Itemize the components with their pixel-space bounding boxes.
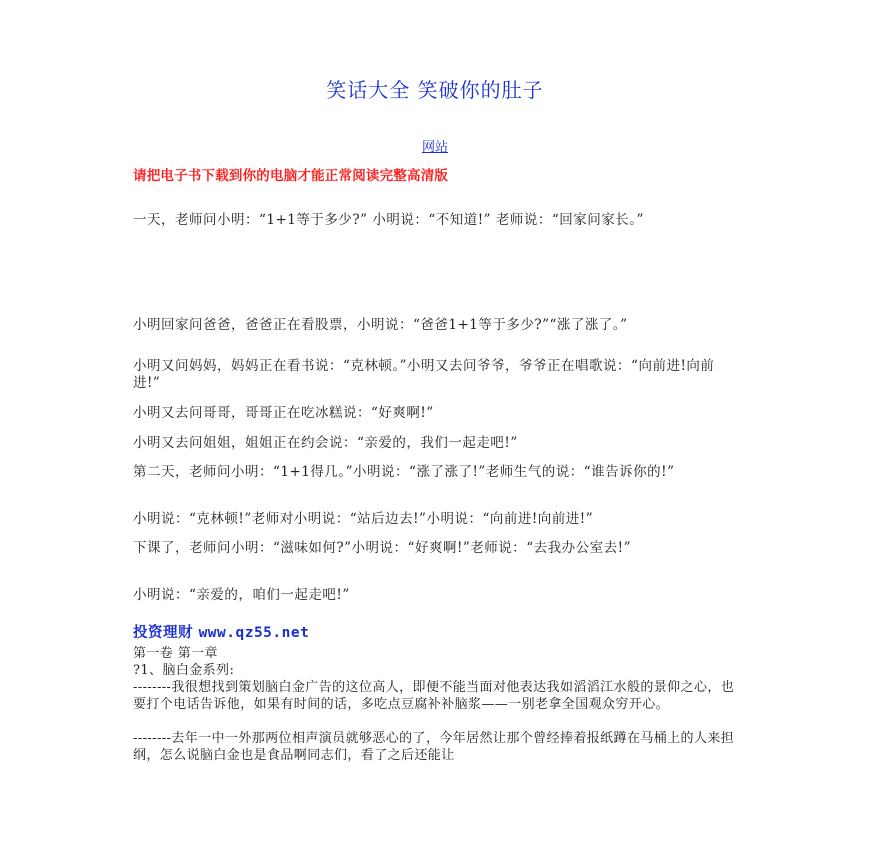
joke-paragraph-6: 第二天，老师问小明：“1+1得几。”小明说：“涨了涨了!”老师生气的说：“谁告诉你的!”: [133, 464, 675, 480]
book-section-heading: ?1、脑白金系列:: [133, 663, 235, 678]
page-title: 笑话大全 笑破你的肚子: [326, 78, 544, 102]
joke-paragraph-1: 一天，老师问小明：“1+1等于多少?” 小明说：“不知道!” 老师说：“回家问家长。”: [133, 212, 644, 228]
book-entry-1: --------我很想找到策划脑白金广告的这位高人，即便不能当面对他表达我如滔滔江水般的景仰之心，也要打个电话告诉他，如果有时间的话，多吃点豆腐补补脑浆——一别老拿全国观众穷开心。: [133, 680, 735, 712]
ad-label: 投资理财: [133, 625, 193, 641]
joke-paragraph-9: 小明说：“亲爱的，咱们一起走吧!”: [133, 587, 350, 603]
book-chapter-heading: 第一卷 第一章: [133, 646, 218, 661]
download-notice: 请把电子书下载到你的电脑才能正常阅读完整高清版: [133, 168, 449, 184]
joke-paragraph-2: 小明回家问爸爸，爸爸正在看股票，小明说：“爸爸1+1等于多少?”“涨了涨了。”: [133, 317, 628, 333]
joke-paragraph-5: 小明又去问姐姐，姐姐正在约会说：“亲爱的，我们一起走吧!”: [133, 435, 518, 451]
joke-paragraph-4: 小明又去问哥哥，哥哥正在吃冰糕说：“好爽啊!”: [133, 405, 434, 421]
investment-ad-link[interactable]: [133, 621, 309, 642]
joke-paragraph-7: 小明说：“克林顿!”老师对小明说：“站后边去!”小明说：“向前进!向前进!”: [133, 511, 594, 527]
joke-paragraph-8: 下课了，老师问小明：“滋味如何?”小明说：“好爽啊!”老师说：“去我办公室去!”: [133, 540, 631, 556]
website-link[interactable]: 网站: [421, 140, 448, 155]
book-entry-2: --------去年一中一外那两位相声演员就够恶心的了，今年居然让那个曾经捧着报纸蹲在马桶上的人来担纲，怎么说脑白金也是食品啊同志们，看了之后还能让: [133, 731, 735, 763]
joke-paragraph-3: 小明又问妈妈，妈妈正在看书说：“克林顿。”小明又去问爷爷，爷爷正在唱歌说：“向前进!向前进!”: [133, 358, 715, 391]
ad-url: www.qz55.net: [198, 625, 310, 641]
